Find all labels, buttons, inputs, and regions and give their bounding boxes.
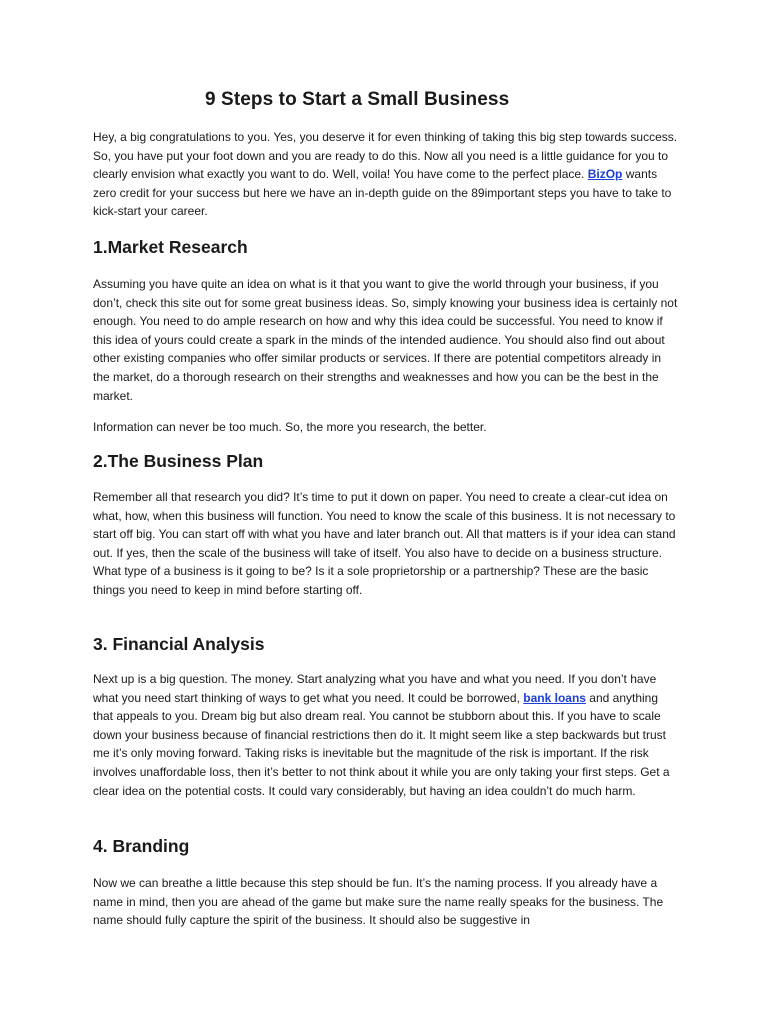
heading-financial-analysis: 3. Financial Analysis [93, 634, 265, 654]
bizop-link[interactable]: BizOp [587, 167, 623, 182]
financial-text-start: Next up is a big question. The money. Start analyzing what you have and what you need. If you don’t have what you need start thinking of ways to get what you need. It could be borrowed, [93, 672, 657, 705]
heading-business-plan: 2.The Business Plan [93, 451, 264, 471]
business-plan-paragraph: Remember all that research you did? It’s time to put it down on paper. You need to create a clear-cut idea on what, how, when this business will function. You need to know the scale of this business. It is not necessary to start off big. You can start off with what you have and later branch out. All that matters is if your idea can stand out. If yes, then the scale of the business will take of itself. You also have to decide on a business structure. What type of a business is it going to be? Is it a sole proprietorship or a partnership? These are the basic things you need to keep in mind before starting off. [93, 490, 676, 597]
intro-paragraph [93, 128, 681, 221]
heading-market-research: 1.Market Research [93, 237, 248, 257]
intro-text-end: wants zero credit for your success but here we have an in-depth guide on the 89important steps you have to take to kick-start your career. [93, 167, 672, 219]
document-title: 9 Steps to Start a Small Business [205, 89, 510, 110]
market-research-paragraph-2: Information can never be too much. So, the more you research, the better. [93, 420, 487, 434]
financial-analysis-paragraph [93, 670, 681, 800]
financial-text-end: and anything that appeals to you. Dream big but also dream real. You cannot be stubborn about this. If you have to scale down your business because of financial restrictions then do it. It might seem like a step backwards but trust me it’s only moving forward. Taking risks is inevitable but the magnitude of the risk is important. If the risk involves unaffordable loss, then it’s better to not think about it while you are only taking your first steps. Get a clear idea on the potential costs. It could vary considerably, but having an idea couldn’t do much harm. [93, 690, 670, 798]
branding-paragraph: Now we can breathe a little because this step should be fun. It’s the naming process. If you already have a name in mind, then you are ahead of the game but make sure the name really speaks for the business. The name should fully capture the spirit of the business. It should also be suggestive in [93, 876, 664, 928]
heading-branding: 4. Branding [93, 836, 190, 856]
intro-text-start: Hey, a big congratulations to you. Yes, you deserve it for even thinking of taking this big step towards success. So, you have put your foot down and you are ready to do this. Now all you need is a little guidance for you to clearly envision what exactly you want to do. Well, voila! You have come to the perfect place. [93, 130, 678, 182]
bank-loans-link[interactable]: bank loans [523, 690, 586, 705]
market-research-paragraph: Assuming you have quite an idea on what is it that you want to give the world through your business, if you don’t, check this site out for some great business ideas. So, simply knowing your business idea is certainly not enough. You need to do ample research on how and why this idea could be successful. You need to know if this idea of yours could create a spark in the minds of the intended audience. You should also find out about other existing companies who offer similar products or services. If there are potential competitors already in the market, do a thorough research on their strengths and weaknesses and how you can be the best in the market. [93, 277, 678, 403]
